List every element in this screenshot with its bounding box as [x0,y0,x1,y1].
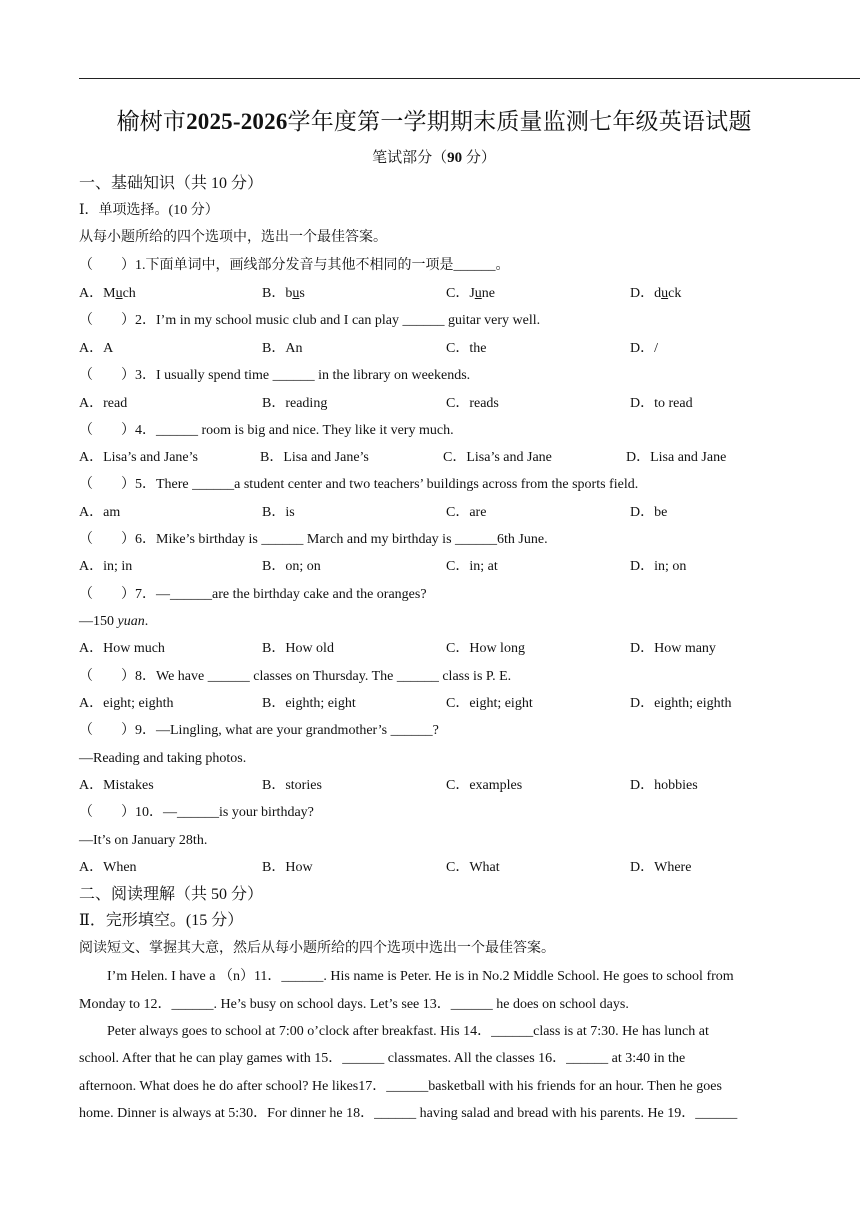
passage-line: Peter always goes to school at 7:00 o’clock after breakfast. His 14．______class is at 7:30. He has lunch at [107,1024,709,1039]
question-stem: （ ）5．There ______a student center and two teachers’ buildings across from the sports field. [79,477,639,492]
option-b[interactable]: B．Lisa and Jane’s [260,450,369,465]
question-stem: （ ）3．I usually spend time ______ in the library on weekends. [79,368,471,383]
option-b[interactable]: B．reading [262,396,328,411]
option-d[interactable]: D．Where [630,860,692,875]
option-b[interactable]: B．stories [262,778,322,793]
option-b[interactable]: B．How [262,860,313,875]
option-b[interactable]: B．eighth; eight [262,696,356,711]
question-reply: —It’s on January 28th. [79,833,208,848]
question-stem: （ ）1.下面单词中，画线部分发音与其他不相同的一项是______。 [79,258,510,273]
option-d[interactable]: D．hobbies [630,778,698,793]
part1-heading: Ⅰ．单项选择。(10 分） [79,203,219,218]
passage-line: home. Dinner is always at 5:30．For dinner he 18．______ having salad and bread with his parents. He 19．______ [79,1106,738,1121]
option-a[interactable]: A．When [79,860,137,875]
option-b[interactable]: B．on; on [262,559,321,574]
option-a[interactable]: A．Much [79,286,136,301]
option-d[interactable]: D．be [630,505,668,520]
option-c[interactable]: C．reads [446,396,499,411]
question-stem: （ ）8．We have ______ classes on Thursday. The ______ class is P. E. [79,669,512,684]
part1-instruction: 从每小题所给的四个选项中，选出一个最佳答案。 [79,230,387,245]
option-d[interactable]: D．duck [630,286,682,301]
passage-line: school. After that he can play games with 15．______ classmates. All the classes 16．______ at 3:40 in the [79,1051,686,1066]
section2-heading: 二、阅读理解（共 50 分） [79,886,264,903]
option-d[interactable]: D．in; on [630,559,687,574]
section1-heading: 一、基础知识（共 10 分） [79,175,264,192]
part2-heading: Ⅱ．完形填空。(15 分） [79,912,244,929]
option-b[interactable]: B．An [262,341,303,356]
question-stem: （ ）6．Mike’s birthday is ______ March and my birthday is ______6th June. [79,532,548,547]
question-stem: （ ）4．______ room is big and nice. They like it very much. [79,423,454,438]
option-c[interactable]: C．Lisa’s and Jane [443,450,552,465]
option-c[interactable]: C．in; at [446,559,498,574]
part2-instruction: 阅读短文、掌握其大意，然后从每小题所给的四个选项中选出一个最佳答案。 [79,941,555,956]
option-c[interactable]: C．How long [446,641,525,656]
option-c[interactable]: C．eight; eight [446,696,533,711]
option-a[interactable]: A．eight; eighth [79,696,174,711]
option-c[interactable]: C．June [446,286,496,301]
option-c[interactable]: C．examples [446,778,523,793]
passage-line: afternoon. What does he do after school? He likes17．______basketball with his friends for an hour. Then he goes [79,1079,722,1094]
option-a[interactable]: A．Lisa’s and Jane’s [79,450,198,465]
question-reply: —150 yuan. [79,614,149,629]
option-c[interactable]: C．the [446,341,487,356]
option-d[interactable]: D．/ [630,341,658,356]
page-subtitle: 笔试部分（90 分） [372,150,496,166]
option-b[interactable]: B．How old [262,641,334,656]
option-a[interactable]: A．am [79,505,121,520]
passage-line: Monday to 12．______. He’s busy on school days. Let’s see 13．______ he does on school days. [79,997,629,1012]
option-a[interactable]: A．in; in [79,559,133,574]
header-rule [79,78,860,79]
option-d[interactable]: D．How many [630,641,716,656]
option-d[interactable]: D．eighth; eighth [630,696,732,711]
page-title: 榆树市2025-2026学年度第一学期期末质量监测七年级英语试题 [116,109,752,134]
option-b[interactable]: B．is [262,505,295,520]
question-stem: （ ）7．—______are the birthday cake and the oranges? [79,587,427,602]
option-b[interactable]: B．bus [262,286,305,301]
option-a[interactable]: A．A [79,341,114,356]
question-stem: （ ）9．—Lingling, what are your grandmother’s ______? [79,723,439,738]
question-stem: （ ）10．—______is your birthday? [79,805,314,820]
question-reply: —Reading and taking photos. [79,751,247,766]
option-c[interactable]: C．What [446,860,500,875]
option-a[interactable]: A．read [79,396,128,411]
question-stem: （ ）2．I’m in my school music club and I can play ______ guitar very well. [79,313,541,328]
option-a[interactable]: A．Mistakes [79,778,154,793]
option-a[interactable]: A．How much [79,641,165,656]
option-d[interactable]: D．Lisa and Jane [626,450,727,465]
option-d[interactable]: D．to read [630,396,693,411]
option-c[interactable]: C．are [446,505,487,520]
passage-line: I’m Helen. I have a （n）11．______. His name is Peter. He is in No.2 Middle School. He goes to school from [107,969,734,984]
